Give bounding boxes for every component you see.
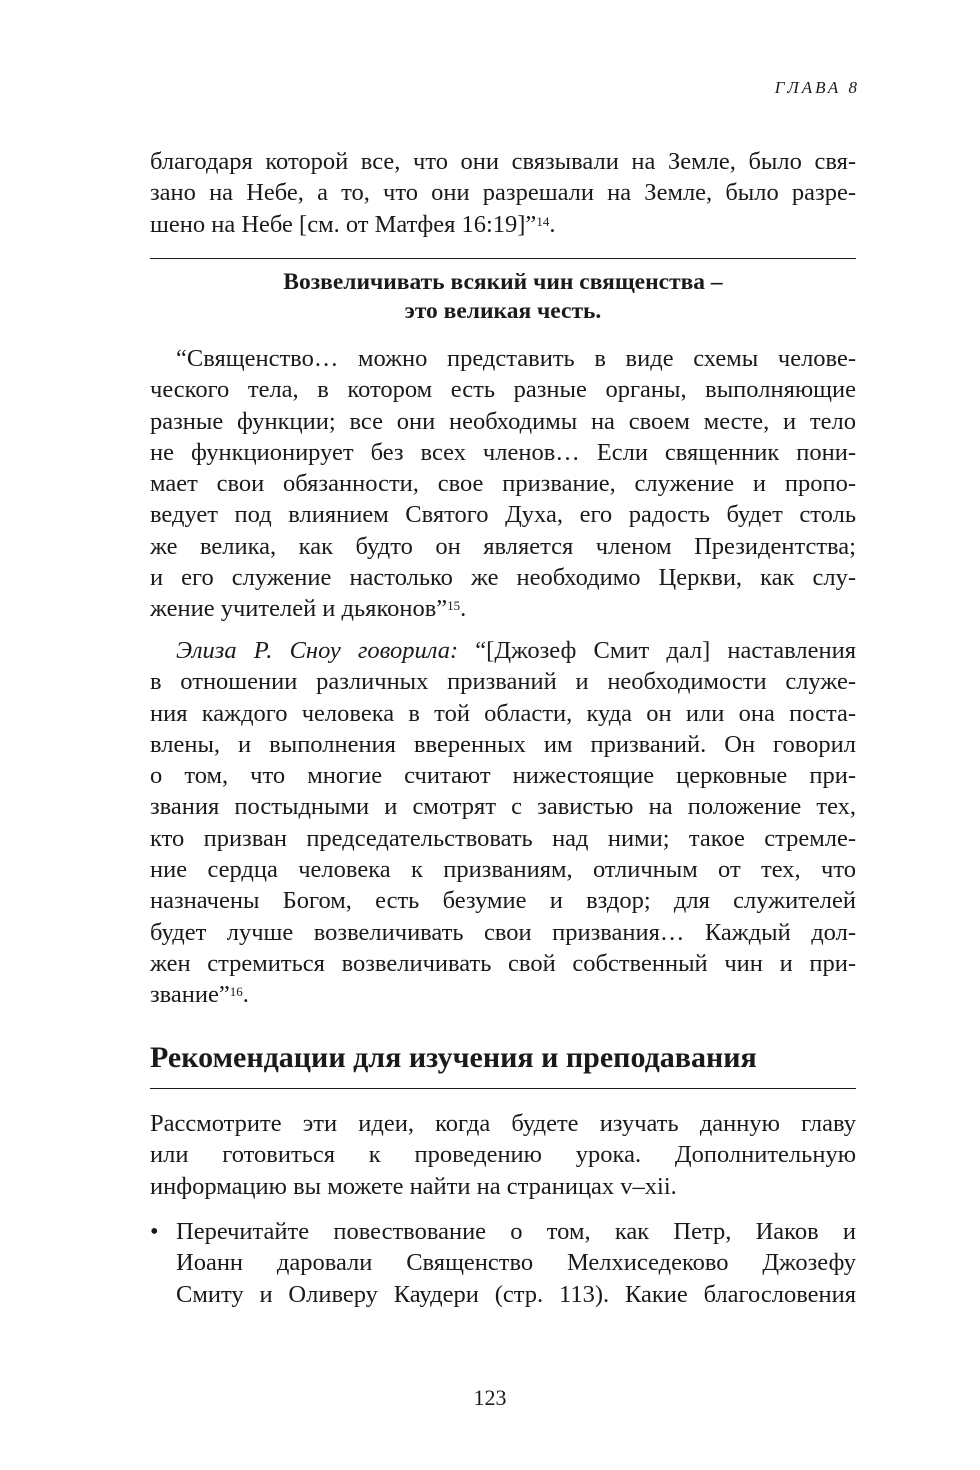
subheading-line: это великая честь. [404,298,602,324]
divider-rule [150,258,856,259]
text-line: информацию вы можете найти на страницах v–xii. [150,1172,677,1200]
quote-paragraph [150,343,856,625]
list-item-text [176,1216,856,1310]
text-line: жен стремиться возвеличивать свой собственный чин и при- [150,949,856,977]
text-line: Иоанн даровали Священство Мелхиседеково Джозефу [176,1249,856,1277]
text-line: кто призван председательствовать над ними; такое стремле- [150,824,856,852]
text-line: Смиту и Оливеру Каудери (стр. 113). Какие благословения [176,1280,856,1308]
text-line: будет лучше возвеличивать свои призвания… Каждый дол- [150,918,856,946]
text-line [150,209,856,240]
text-line-content: шено на Небе [см. от Матфея 16:19]” [150,210,537,238]
footnote-ref[interactable]: 14 [536,213,550,229]
text-line: разные функции; все они необходимы на своем месте, и тело [150,407,856,435]
footnote-ref[interactable]: 15 [447,598,461,614]
section-heading: Рекомендации для изучения и преподавания [150,1041,757,1074]
text-line: назначены Богом, есть безумие и вздор; для служителей [150,887,856,915]
text-line: и его служение настолько же необходимо Церкви, как слу- [150,564,856,592]
eliza-paragraph [150,635,856,1011]
text-line: благодаря которой все, что они связывали на Земле, было свя- [150,148,856,175]
punctuation: . [460,595,467,623]
running-head: ГЛАВА 8 [774,78,860,97]
text-line [150,979,856,1010]
text-line: мает свои обязанности, свое призвание, служение и пропо- [150,470,856,498]
text-line: звания постыдными и смотрят с завистью на положение тех, [150,793,856,821]
text-line: же велика, как будто он является членом Президентства; [150,532,856,560]
page-number: 123 [473,1385,507,1410]
text-line [150,593,856,624]
section-heading-rule [150,1088,856,1089]
text-line-content: “[Джозеф Смит дал] наставления [458,637,857,664]
intro-paragraph [150,146,856,240]
section-intro [150,1108,856,1202]
subheading-line: Возвеличивать всякий чин священства – [283,269,723,295]
text-line: в отношении различных призваний и необходимости служе- [150,668,856,696]
footnote-ref[interactable]: 16 [229,984,243,1000]
punctuation: . [242,981,249,1009]
text-line: не функционирует без всех членов… Если священник пони- [150,438,856,466]
text-line: “Священство… можно представить в виде схемы челове- [176,345,856,372]
punctuation: . [549,210,556,238]
quote-subheading [150,268,856,326]
text-line: или готовиться к проведению урока. Дополнительную [150,1141,856,1169]
text-line: о том, что многие считают нижестоящие церковные при- [150,762,856,790]
text-line: зано на Небе, а то, что они разрешали на Земле, было разре- [150,179,856,207]
text-line: ческого тела, в котором есть разные органы, выполняющие [150,376,856,404]
text-line-content: жение учителей и дьяконов” [150,595,448,623]
text-line-content: звание” [150,981,230,1009]
text-line: Перечитайте повествование о том, как Петр, Иаков и [176,1218,856,1245]
text-line [150,635,856,666]
text-line: ведует под влиянием Святого Духа, его радость будет столь [150,501,856,529]
bullet-icon: • [150,1218,159,1245]
speaker-attribution: Элиза Р. Сноу говорила: [176,637,459,664]
text-line: ния каждого человека в той области, куда он или она поста- [150,699,856,727]
text-line: Рассмотрите эти идеи, когда будете изучать данную главу [150,1110,856,1137]
text-line: ние сердца человека к призваниям, отличным от тех, что [150,856,856,884]
text-line: влены, и выполнения вверенных им призваний. Он говорил [150,730,856,758]
